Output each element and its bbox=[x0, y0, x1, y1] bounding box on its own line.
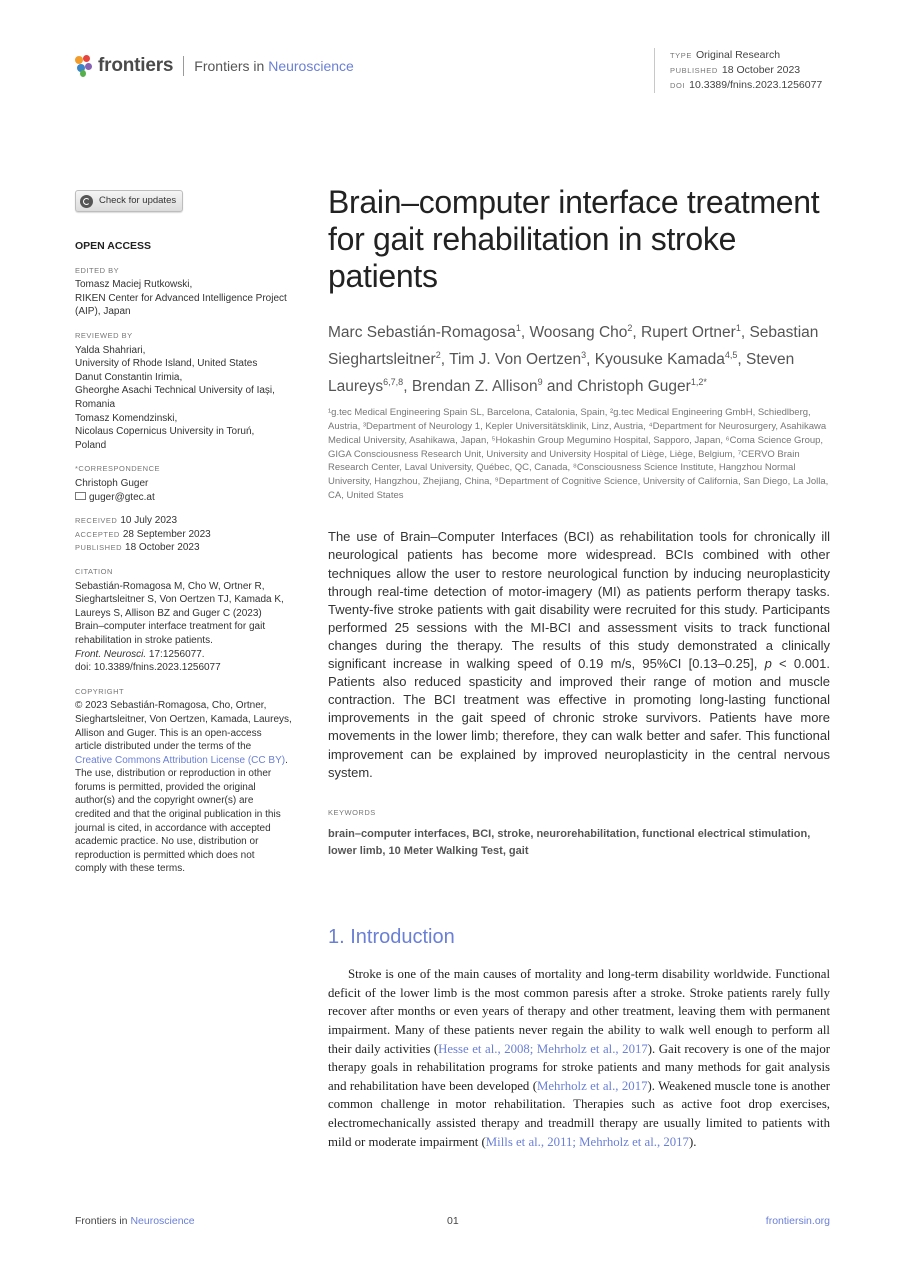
article-type: TYPE Original Research bbox=[670, 49, 781, 61]
author-list: Marc Sebastián-Romagosa$^1$, Woosang Cho$^2$, Rupert Ortner$^1$, Sebastian Sieghartsleitner$^2$, Tim J. Von Oertzen$^3$, Kyousuke Kamada$^{4,5}$, Steven Laureys$^{6,7,8}$, Brendan Z. Allison$^9$ and Christoph Guger$^{1,2*}$ bbox=[328, 323, 819, 396]
dates: RECEIVED 10 July 2023 ACCEPTED 28 September 2023 PUBLISHED 18 October 2023 bbox=[75, 515, 211, 554]
author[interactable]: Brendan Z. Allison$^9$ bbox=[411, 377, 543, 396]
author[interactable]: Christoph Guger$^{1,2*}$ bbox=[577, 377, 707, 396]
citation-doi: doi: 10.3389/fnins.2023.1256077 bbox=[75, 662, 221, 674]
author[interactable]: Sebastian Sieghartsleitner$^2$ bbox=[328, 324, 819, 369]
cc-by-license-link[interactable]: Creative Commons Attribution License (CC BY) bbox=[75, 754, 286, 766]
abstract: The use of Brain–Computer Interfaces (BCI) as rehabilitation tools for chronically ill neurological patients has become more widespread. BCIs combined with other techniques allow the user to restore neurological function by inducing neuroplasticity through real-time detection of motor-imagery (MI) as patients perform therapy tasks. Twenty-five stroke patients with gait disability were recruited for this study. Participants performed 25 sessions with the MI-BCI and assessment visits to track functional changes during the therapy. The results of this study demonstrated a clinically significant increase in walking speed of 0.19 m/s, 95%CI [0.13–0.25], p < 0.001. Patients also reduced spasticity and improved their range of motion and muscle contraction. The BCI treatment was effective in promoting long-lasting functional improvements in the gait speed of chronic stroke survivors. Patients have more movements in the lower limb; therefore, they can walk better and safer. This functional improvement can be explained by improved neuroplasticity in the central nervous system. bbox=[328, 529, 830, 780]
article-published: PUBLISHED 18 October 2023 bbox=[670, 64, 801, 76]
brand-wordmark: frontiers bbox=[98, 55, 174, 76]
citation-link[interactable]: Mehrholz et al., 2017 bbox=[537, 1078, 648, 1093]
citation-link[interactable]: Mills et al., 2011; Mehrholz et al., 2017 bbox=[485, 1134, 689, 1149]
correspondence-label: *CORRESPONDENCE bbox=[75, 464, 161, 474]
reviewed-by: Yalda Shahriari, University of Rhode Island, United States Danut Constantin Irimia, Gheorghe Asachi Technical University of Iași, Romania Tomasz Komendzinski, Nicolaus Copernicus University in Toruń, Poland bbox=[75, 344, 275, 451]
edited-by-label: EDITED BY bbox=[75, 265, 120, 275]
open-access-label: OPEN ACCESS bbox=[75, 240, 152, 253]
article-doi: DOI 10.3389/fnins.2023.1256077 bbox=[670, 79, 823, 91]
journal-brand[interactable] bbox=[75, 53, 354, 79]
correspondence: Christoph Guger guger@gtec.at bbox=[75, 478, 155, 503]
frontiers-logo-icon bbox=[75, 55, 93, 77]
section-heading: 1. Introduction bbox=[328, 925, 455, 948]
reviewed-by-label: REVIEWED BY bbox=[75, 331, 133, 341]
author[interactable]: Tim J. Von Oertzen$^3$ bbox=[449, 350, 587, 369]
footer-journal[interactable]: Frontiers in Neuroscience bbox=[75, 1215, 195, 1227]
author[interactable]: Woosang Cho$^2$ bbox=[529, 323, 633, 342]
introduction-paragraph: Stroke is one of the main causes of mortality and long-term disability worldwide. Functional deficit of the lower limb is the most common paresis after a stroke. Stroke patients rarely fully recover after months or even years of therapy and other treatment, leaving them with permanent impairment. Many of these patients never regain the ability to walk well enough to perform all their daily activities (Hesse et al., 2008; Mehrholz et al., 2017). Gait recovery is one of the major therapy goals in rehabilitation programs for stroke patients and many methods for gait analysis and rehabilitation have been developed (Mehrholz et al., 2017). Weakened muscle tone is another common challenge in motor rehabilitation. Therapies such as active foot drop exercises, electromechanically assisted therapy and treadmill therapy are usually limited to patients with mild or moderate impairment (Mills et al., 2011; Mehrholz et al., 2017). bbox=[328, 967, 831, 1149]
author[interactable]: Steven Laureys$^{6,7,8}$ bbox=[328, 351, 795, 396]
copyright: © 2023 Sebastián-Romagosa, Cho, Ortner, Sieghartsleitner, Von Oertzen, Kamada, Laureys, Allison and Guger. This is an open-access article distributed under the terms of the Creative Commons Attribution License (CC BY). The use, distribution or reproduction in other forums is permitted, provided the original author(s) and the copyright owner(s) are credited and that the original publication in this journal is cited, in accordance with accepted academic practice. No use, distribution or reproduction is permitted which does not comply with these terms. bbox=[75, 700, 292, 875]
mail-icon bbox=[75, 492, 86, 500]
keywords: brain–computer interfaces, BCI, stroke, neurorehabilitation, functional electrical stimulation, lower limb, 10 Meter Walking Test, gait bbox=[328, 827, 811, 857]
article-title: Brain–computer interface treatment for gait rehabilitation in stroke patients bbox=[328, 184, 820, 294]
article-meta bbox=[654, 48, 822, 93]
edited-by: Tomasz Maciej Rutkowski, RIKEN Center for Advanced Intelligence Project (AIP), Japan bbox=[75, 279, 287, 318]
affiliations: ¹g.tec Medical Engineering Spain SL, Barcelona, Catalonia, Spain, ²g.tec Medical Engineering GmbH, Schiedlberg, Austria, ³Department of Neurology 1, Kepler Universitätsklinik, Linz, Austria, ⁴Department for Neurosurgery, Asahikawa Medical University, Asahikawa, Japan, ⁵Hokashin Group Megumino Hospital, Sapporo, Japan, ⁶Coma Science Group, GIGA Consciousness Research Unit, University and University Hospital of Liège, Liège, Belgium, ⁷CERVO Brain Research Center, Laval University, Québec, QC, Canada, ⁸Consciousness Science Institute, Hangzhou Normal University, Hangzhou, Zhejiang, China, ⁹Department of Cognitive Science, University of California, San Diego, La Jolla, CA, United States bbox=[328, 407, 829, 501]
author[interactable]: Marc Sebastián-Romagosa$^1$ bbox=[328, 323, 521, 342]
correspondence-email[interactable]: guger@gtec.at bbox=[89, 491, 155, 503]
citation-link[interactable]: Hesse et al., 2008; Mehrholz et al., 2017 bbox=[438, 1041, 648, 1056]
keywords-label: KEYWORDS bbox=[328, 807, 376, 817]
footer-site-link[interactable]: frontiersin.org bbox=[765, 1215, 830, 1227]
brand-divider bbox=[183, 56, 184, 76]
page-number: 01 bbox=[447, 1215, 459, 1227]
citation-label: CITATION bbox=[75, 566, 113, 576]
sidebar bbox=[75, 190, 307, 876]
check-for-updates-button[interactable]: Check for updates bbox=[75, 190, 183, 212]
refresh-icon bbox=[80, 195, 93, 208]
citation: Sebastián-Romagosa M, Cho W, Ortner R, Sieghartsleitner S, Von Oertzen TJ, Kamada K, Laureys S, Allison BZ and Guger C (2023) Brain–computer interface treatment for gait rehabilitation in stroke patients. Front. Neurosci. 17:1256077. doi: 10.3389/fnins.2023.1256077 bbox=[75, 580, 307, 675]
author[interactable]: Rupert Ortner$^1$ bbox=[641, 323, 741, 342]
copyright-label: COPYRIGHT bbox=[75, 686, 125, 696]
author[interactable]: Kyousuke Kamada$^{4,5}$ bbox=[594, 350, 738, 369]
journal-name: Frontiers in Neuroscience bbox=[194, 58, 354, 74]
article-main bbox=[328, 184, 830, 1151]
